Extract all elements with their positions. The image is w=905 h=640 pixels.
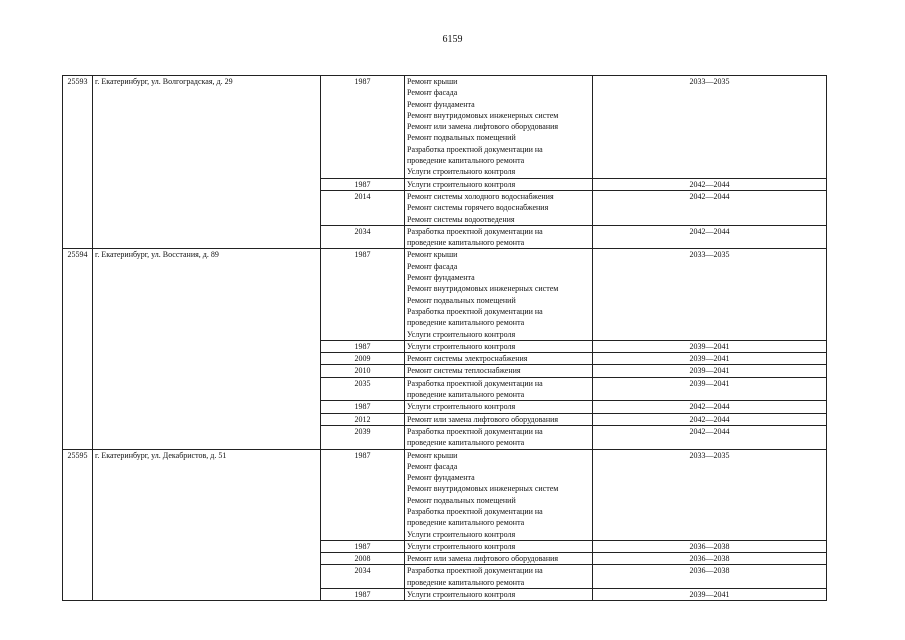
year-cell: 1987 xyxy=(321,249,405,340)
work-item: Ремонт крыши xyxy=(407,77,458,86)
work-item: Разработка проектной документации на xyxy=(407,144,543,154)
work-item: проведение капитального ремонта xyxy=(407,577,525,587)
works-cell xyxy=(405,413,593,425)
object-id-cell: 25593 xyxy=(63,76,93,249)
work-item: Ремонт или замена лифтового оборудования xyxy=(407,414,559,424)
period-cell: 2039—2041 xyxy=(593,377,827,401)
work-item: Разработка проектной документации на xyxy=(407,378,543,388)
object-id-cell: 25595 xyxy=(63,449,93,601)
work-item: Услуги строительного контроля xyxy=(407,529,516,539)
work-item: Услуги строительного контроля xyxy=(407,341,516,351)
works-cell xyxy=(405,190,593,225)
work-item: Разработка проектной документации на xyxy=(407,426,543,436)
work-item: Услуги строительного контроля xyxy=(407,179,516,189)
work-item: Ремонт фасада xyxy=(407,261,458,271)
year-cell: 2035 xyxy=(321,377,405,401)
year-cell: 2034 xyxy=(321,565,405,589)
work-item: Ремонт фундамента xyxy=(407,99,475,109)
table-row xyxy=(63,249,827,340)
works-cell xyxy=(405,449,593,540)
period-cell: 2042—2044 xyxy=(593,190,827,225)
work-item: Ремонт системы холодного водоснабжения xyxy=(407,191,554,201)
work-item: Ремонт системы горячего водоснабжения xyxy=(407,203,549,213)
period-cell: 2042—2044 xyxy=(593,225,827,249)
works-cell xyxy=(405,225,593,249)
year-cell: 1987 xyxy=(321,178,405,190)
work-item: Ремонт системы теплоснабжения xyxy=(407,366,521,376)
period-cell: 2036—2038 xyxy=(593,540,827,552)
work-item: Ремонт системы водоотведения xyxy=(407,214,515,224)
period-cell: 2036—2038 xyxy=(593,565,827,589)
work-item: проведение капитального ремонта xyxy=(407,318,525,328)
works-cell xyxy=(405,553,593,565)
work-item: проведение капитального ремонта xyxy=(407,518,525,528)
address-cell: г. Екатеринбург, ул. Декабристов, д. 51 xyxy=(93,449,321,601)
works-cell xyxy=(405,565,593,589)
work-item: Ремонт внутридомовых инженерных систем xyxy=(407,284,559,294)
works-cell xyxy=(405,401,593,413)
year-cell: 1987 xyxy=(321,540,405,552)
works-cell xyxy=(405,249,593,340)
works-cell xyxy=(405,178,593,190)
address-cell: г. Екатеринбург, ул. Восстания, д. 89 xyxy=(93,249,321,449)
work-item: проведение капитального ремонта xyxy=(407,238,525,248)
work-item: Ремонт крыши xyxy=(407,250,458,260)
works-cell xyxy=(405,425,593,449)
period-cell: 2033—2035 xyxy=(593,449,827,540)
year-cell: 2008 xyxy=(321,553,405,565)
work-item: Ремонт фасада xyxy=(407,88,458,98)
work-item: проведение капитального ремонта xyxy=(407,390,525,400)
work-item: Разработка проектной документации на xyxy=(407,226,543,236)
period-cell: 2042—2044 xyxy=(593,401,827,413)
work-item: Ремонт внутридомовых инженерных систем xyxy=(407,110,559,120)
work-item: Разработка проектной документации на xyxy=(407,566,543,576)
work-item: Ремонт фундамента xyxy=(407,473,475,483)
works-cell xyxy=(405,540,593,552)
period-cell: 2042—2044 xyxy=(593,178,827,190)
works-cell xyxy=(405,76,593,179)
capital-repair-table xyxy=(62,75,827,601)
object-id-cell: 25594 xyxy=(63,249,93,449)
work-item: Услуги строительного контроля xyxy=(407,329,516,339)
work-item: Услуги строительного контроля xyxy=(407,167,516,177)
works-cell xyxy=(405,365,593,377)
work-item: Ремонт внутридомовых инженерных систем xyxy=(407,484,559,494)
year-cell: 2034 xyxy=(321,225,405,249)
address-cell: г. Екатеринбург, ул. Волгоградская, д. 29 xyxy=(93,76,321,249)
year-cell: 1987 xyxy=(321,449,405,540)
work-item: Разработка проектной документации на xyxy=(407,306,543,316)
works-cell xyxy=(405,353,593,365)
work-item: Ремонт или замена лифтового оборудования xyxy=(407,554,559,564)
work-item: Ремонт подвальных помещений xyxy=(407,133,516,143)
page-number: 6159 xyxy=(442,34,463,45)
year-cell: 2039 xyxy=(321,425,405,449)
work-item: Ремонт крыши xyxy=(407,450,458,460)
period-cell: 2033—2035 xyxy=(593,76,827,179)
period-cell: 2042—2044 xyxy=(593,425,827,449)
work-item: Ремонт подвальных помещений xyxy=(407,295,516,305)
period-cell: 2039—2041 xyxy=(593,353,827,365)
year-cell: 1987 xyxy=(321,340,405,352)
work-item: Ремонт или замена лифтового оборудования xyxy=(407,122,559,132)
work-item: Разработка проектной документации на xyxy=(407,506,543,516)
work-item: Ремонт подвальных помещений xyxy=(407,495,516,505)
period-cell: 2039—2041 xyxy=(593,340,827,352)
work-item: Ремонт фасада xyxy=(407,461,458,471)
year-cell: 2009 xyxy=(321,353,405,365)
year-cell: 2014 xyxy=(321,190,405,225)
work-item: Ремонт системы электроснабжения xyxy=(407,354,528,364)
period-cell: 2039—2041 xyxy=(593,365,827,377)
year-cell: 1987 xyxy=(321,76,405,179)
work-item: Услуги строительного контроля xyxy=(407,402,516,412)
works-cell xyxy=(405,589,593,601)
period-cell: 2033—2035 xyxy=(593,249,827,340)
table-row xyxy=(63,76,827,179)
year-cell: 2012 xyxy=(321,413,405,425)
period-cell: 2036—2038 xyxy=(593,553,827,565)
work-item: Ремонт фундамента xyxy=(407,273,475,283)
works-cell xyxy=(405,377,593,401)
year-cell: 1987 xyxy=(321,401,405,413)
work-item: проведение капитального ремонта xyxy=(407,156,525,166)
year-cell: 2010 xyxy=(321,365,405,377)
work-item: Услуги строительного контроля xyxy=(407,590,516,600)
work-item: Услуги строительного контроля xyxy=(407,541,516,551)
work-item: проведение капитального ремонта xyxy=(407,438,525,448)
period-cell: 2039—2041 xyxy=(593,589,827,601)
table-row xyxy=(63,449,827,540)
works-cell xyxy=(405,340,593,352)
year-cell: 1987 xyxy=(321,589,405,601)
period-cell: 2042—2044 xyxy=(593,413,827,425)
